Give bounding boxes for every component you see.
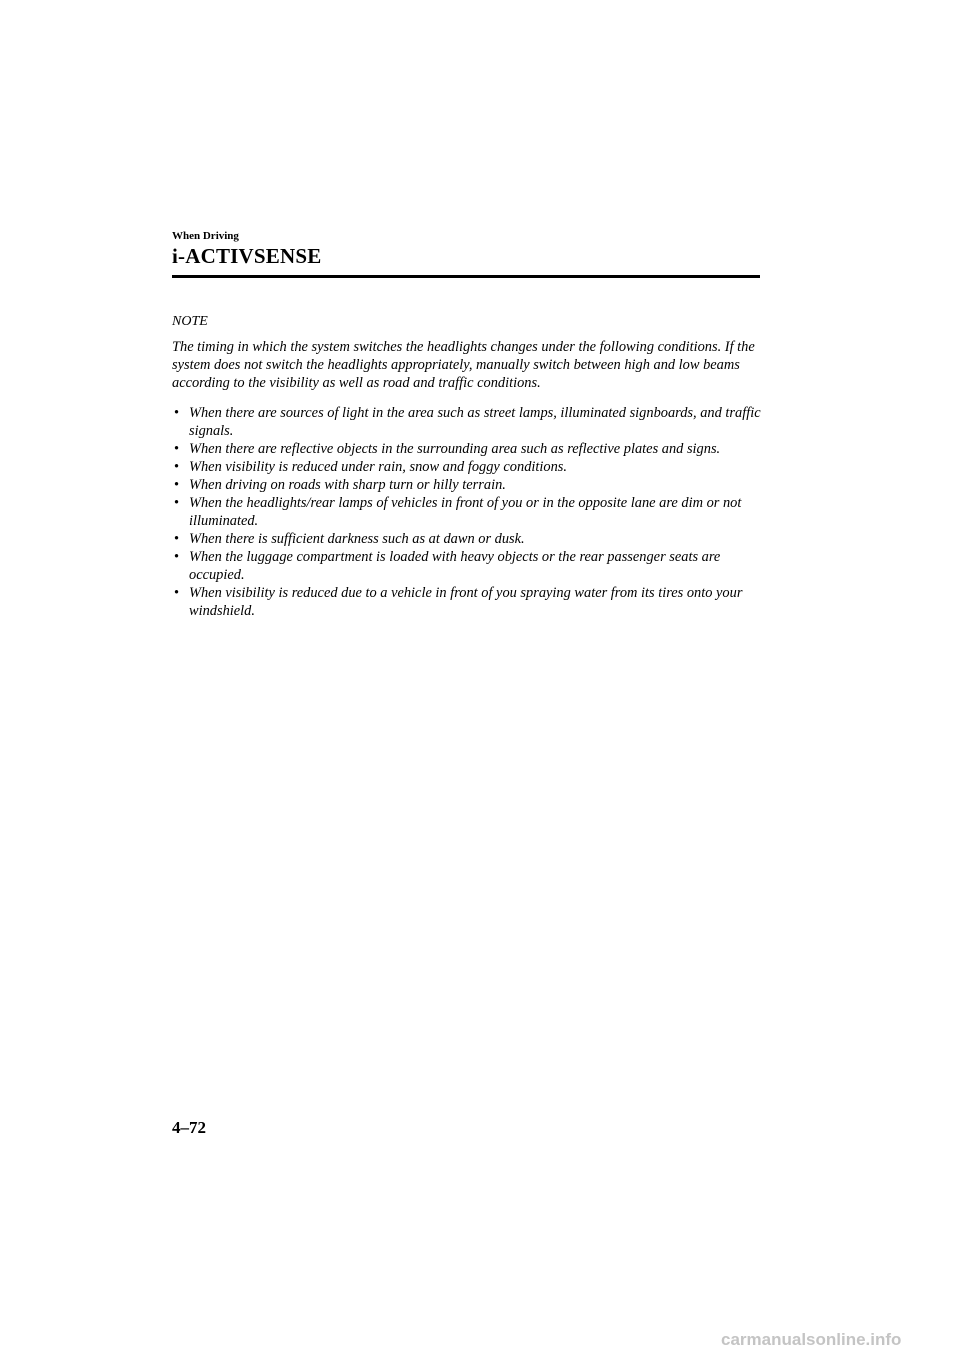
list-item-text: When there are sources of light in the area such as street lamps, illuminated signboards, and traffic signals. — [189, 405, 761, 439]
bullet-icon: • — [174, 477, 180, 493]
list-item — [172, 476, 762, 494]
note-heading: NOTE — [172, 314, 208, 329]
list-item-text: When the headlights/rear lamps of vehicles in front of you or in the opposite lane are dim or not illuminated. — [189, 495, 742, 529]
list-item — [172, 530, 762, 548]
watermark: carmanualsonline.info — [721, 1330, 902, 1349]
list-item — [172, 440, 762, 458]
bullet-icon: • — [174, 441, 180, 457]
bullet-icon: • — [174, 531, 180, 547]
section-label: When Driving — [172, 230, 239, 242]
list-item — [172, 584, 762, 620]
condition-list — [172, 404, 762, 620]
list-item — [172, 458, 762, 476]
bullet-icon: • — [174, 405, 180, 421]
list-item-text: When there are reflective objects in the surrounding area such as reflective plates and signs. — [189, 441, 721, 457]
list-item — [172, 548, 762, 584]
note-block — [172, 313, 762, 620]
bullet-icon: • — [174, 495, 180, 511]
bullet-icon: • — [174, 459, 180, 475]
bullet-icon: • — [174, 585, 180, 601]
header-rule — [172, 275, 760, 278]
list-item-text: When visibility is reduced under rain, snow and foggy conditions. — [189, 459, 567, 475]
list-item-text: When visibility is reduced due to a vehicle in front of you spraying water from its tires onto your windshield. — [189, 585, 743, 619]
list-item-text: When the luggage compartment is loaded with heavy objects or the rear passenger seats are occupied. — [189, 549, 721, 583]
note-body: The timing in which the system switches the headlights changes under the following conditions. If the system does not switch the headlights appropriately, manually switch between high and low beams according to the visibility as well as road and traffic conditions. — [172, 339, 755, 391]
list-item-text: When there is sufficient darkness such as at dawn or dusk. — [189, 531, 525, 547]
chapter-title: i-ACTIVSENSE — [172, 244, 322, 268]
page-number: 4–72 — [172, 1118, 206, 1137]
list-item-text: When driving on roads with sharp turn or hilly terrain. — [189, 477, 506, 493]
list-item — [172, 494, 762, 530]
list-item — [172, 404, 762, 440]
bullet-icon: • — [174, 549, 180, 565]
